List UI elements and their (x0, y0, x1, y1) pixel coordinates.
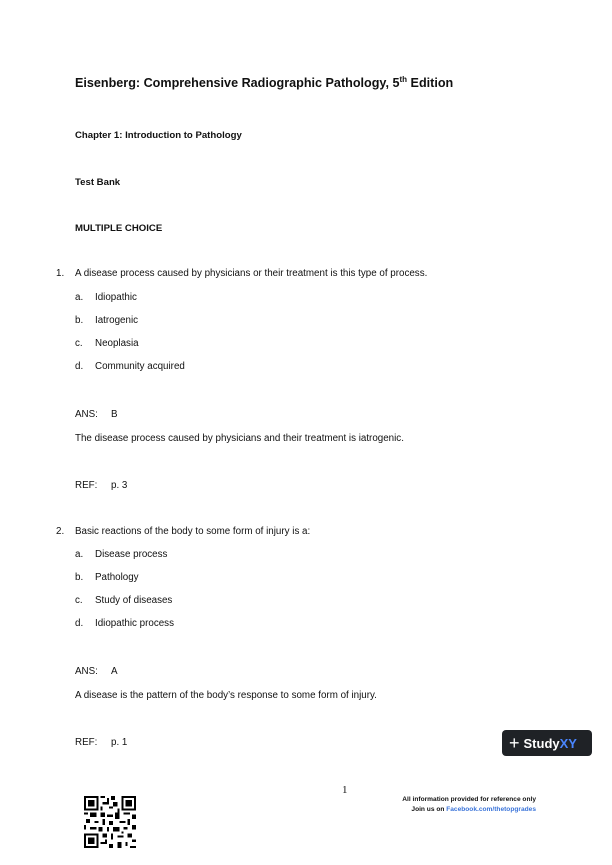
option-text: Iatrogenic (95, 315, 139, 326)
section-heading: MULTIPLE CHOICE (75, 223, 163, 234)
reference-label: REF: (75, 480, 98, 491)
option-text: Disease process (95, 549, 168, 560)
chapter-heading: Chapter 1: Introduction to Pathology (75, 130, 242, 141)
option-letter: c. (75, 595, 83, 606)
option-letter: d. (75, 361, 84, 372)
option-letter: c. (75, 338, 83, 349)
reference-value: p. 1 (111, 737, 128, 748)
option-text: Community acquired (95, 361, 185, 372)
option-text: Study of diseases (95, 595, 173, 606)
plus-icon: + (509, 733, 520, 753)
qr-code-icon[interactable] (84, 796, 136, 848)
option-letter: b. (75, 572, 84, 583)
rationale-text: A disease is the pattern of the body’s response to some form of injury. (75, 690, 377, 701)
title-superscript: th (399, 75, 408, 84)
rationale-text: The disease process caused by physicians and their treatment is iatrogenic. (75, 433, 404, 444)
option-text: Idiopathic (95, 292, 137, 303)
answer-label: ANS: (75, 666, 98, 677)
test-bank-heading: Test Bank (75, 177, 121, 188)
answer-value: A (111, 666, 118, 677)
reference-label: REF: (75, 737, 98, 748)
studyxy-logo-badge[interactable] (502, 730, 592, 756)
option-text: Idiopathic process (95, 618, 174, 629)
footer-disclaimer: All information provided for reference only (402, 796, 536, 803)
reference-value: p. 3 (111, 480, 128, 491)
question-number: 2. (56, 526, 65, 537)
option-letter: b. (75, 315, 84, 326)
question-number: 1. (56, 268, 65, 279)
option-letter: d. (75, 618, 84, 629)
option-text: Pathology (95, 572, 139, 583)
answer-value: B (111, 409, 118, 420)
answer-label: ANS: (75, 409, 98, 420)
studyxy-brand-accent: XY (559, 735, 577, 751)
facebook-link[interactable]: Facebook.com/thetopgrades (446, 806, 536, 813)
footer-join-line: Join us on Facebook.com/thetopgrades (411, 806, 536, 813)
document-title: Eisenberg: Comprehensive Radiographic Pathology, 5th Edition (75, 75, 454, 91)
option-letter: a. (75, 292, 84, 303)
question-text: Basic reactions of the body to some form of injury is a: (75, 526, 311, 537)
page-number: 1 (342, 784, 348, 796)
option-text: Neoplasia (95, 338, 139, 349)
question-text: A disease process caused by physicians or their treatment is this type of process. (75, 268, 428, 279)
option-letter: a. (75, 549, 84, 560)
studyxy-brand-text: Study (523, 735, 560, 751)
